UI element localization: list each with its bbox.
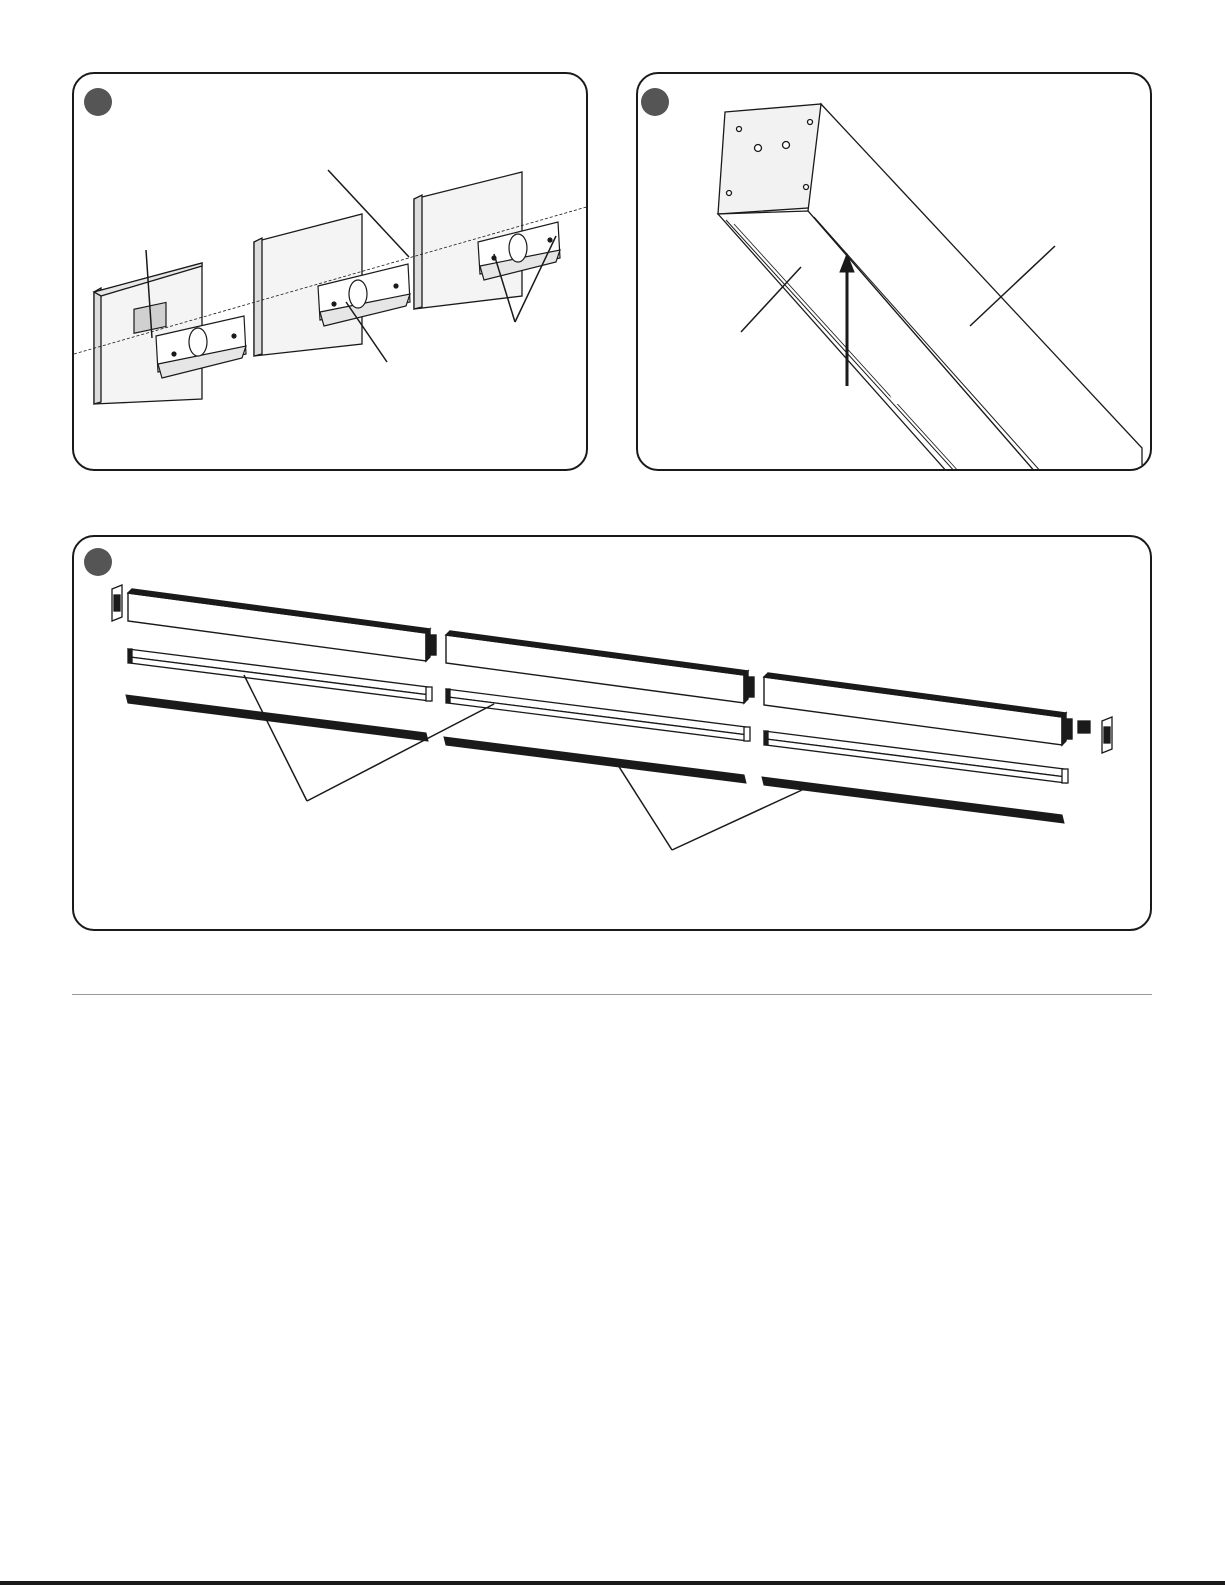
housing-segment-2 [446, 631, 754, 703]
bracket-diagram [74, 74, 588, 471]
housing-segment-3 [764, 673, 1072, 745]
page-bottom-rule [0, 1581, 1225, 1585]
strip-segment-2 [444, 737, 746, 783]
housing-diagram [638, 74, 1152, 471]
step-panel-3 [72, 535, 1152, 931]
lens-segment-1 [128, 649, 432, 701]
housing-segment-1 [128, 589, 436, 661]
section-divider [72, 994, 1152, 995]
end-cap-left [112, 585, 122, 621]
end-cap-right [1078, 717, 1112, 753]
row-assembly-diagram [74, 537, 1152, 931]
strip-segment-3 [762, 777, 1064, 823]
strip-segment-1 [126, 695, 428, 741]
step-panel-2 [636, 72, 1152, 471]
step-panel-1 [72, 72, 588, 471]
